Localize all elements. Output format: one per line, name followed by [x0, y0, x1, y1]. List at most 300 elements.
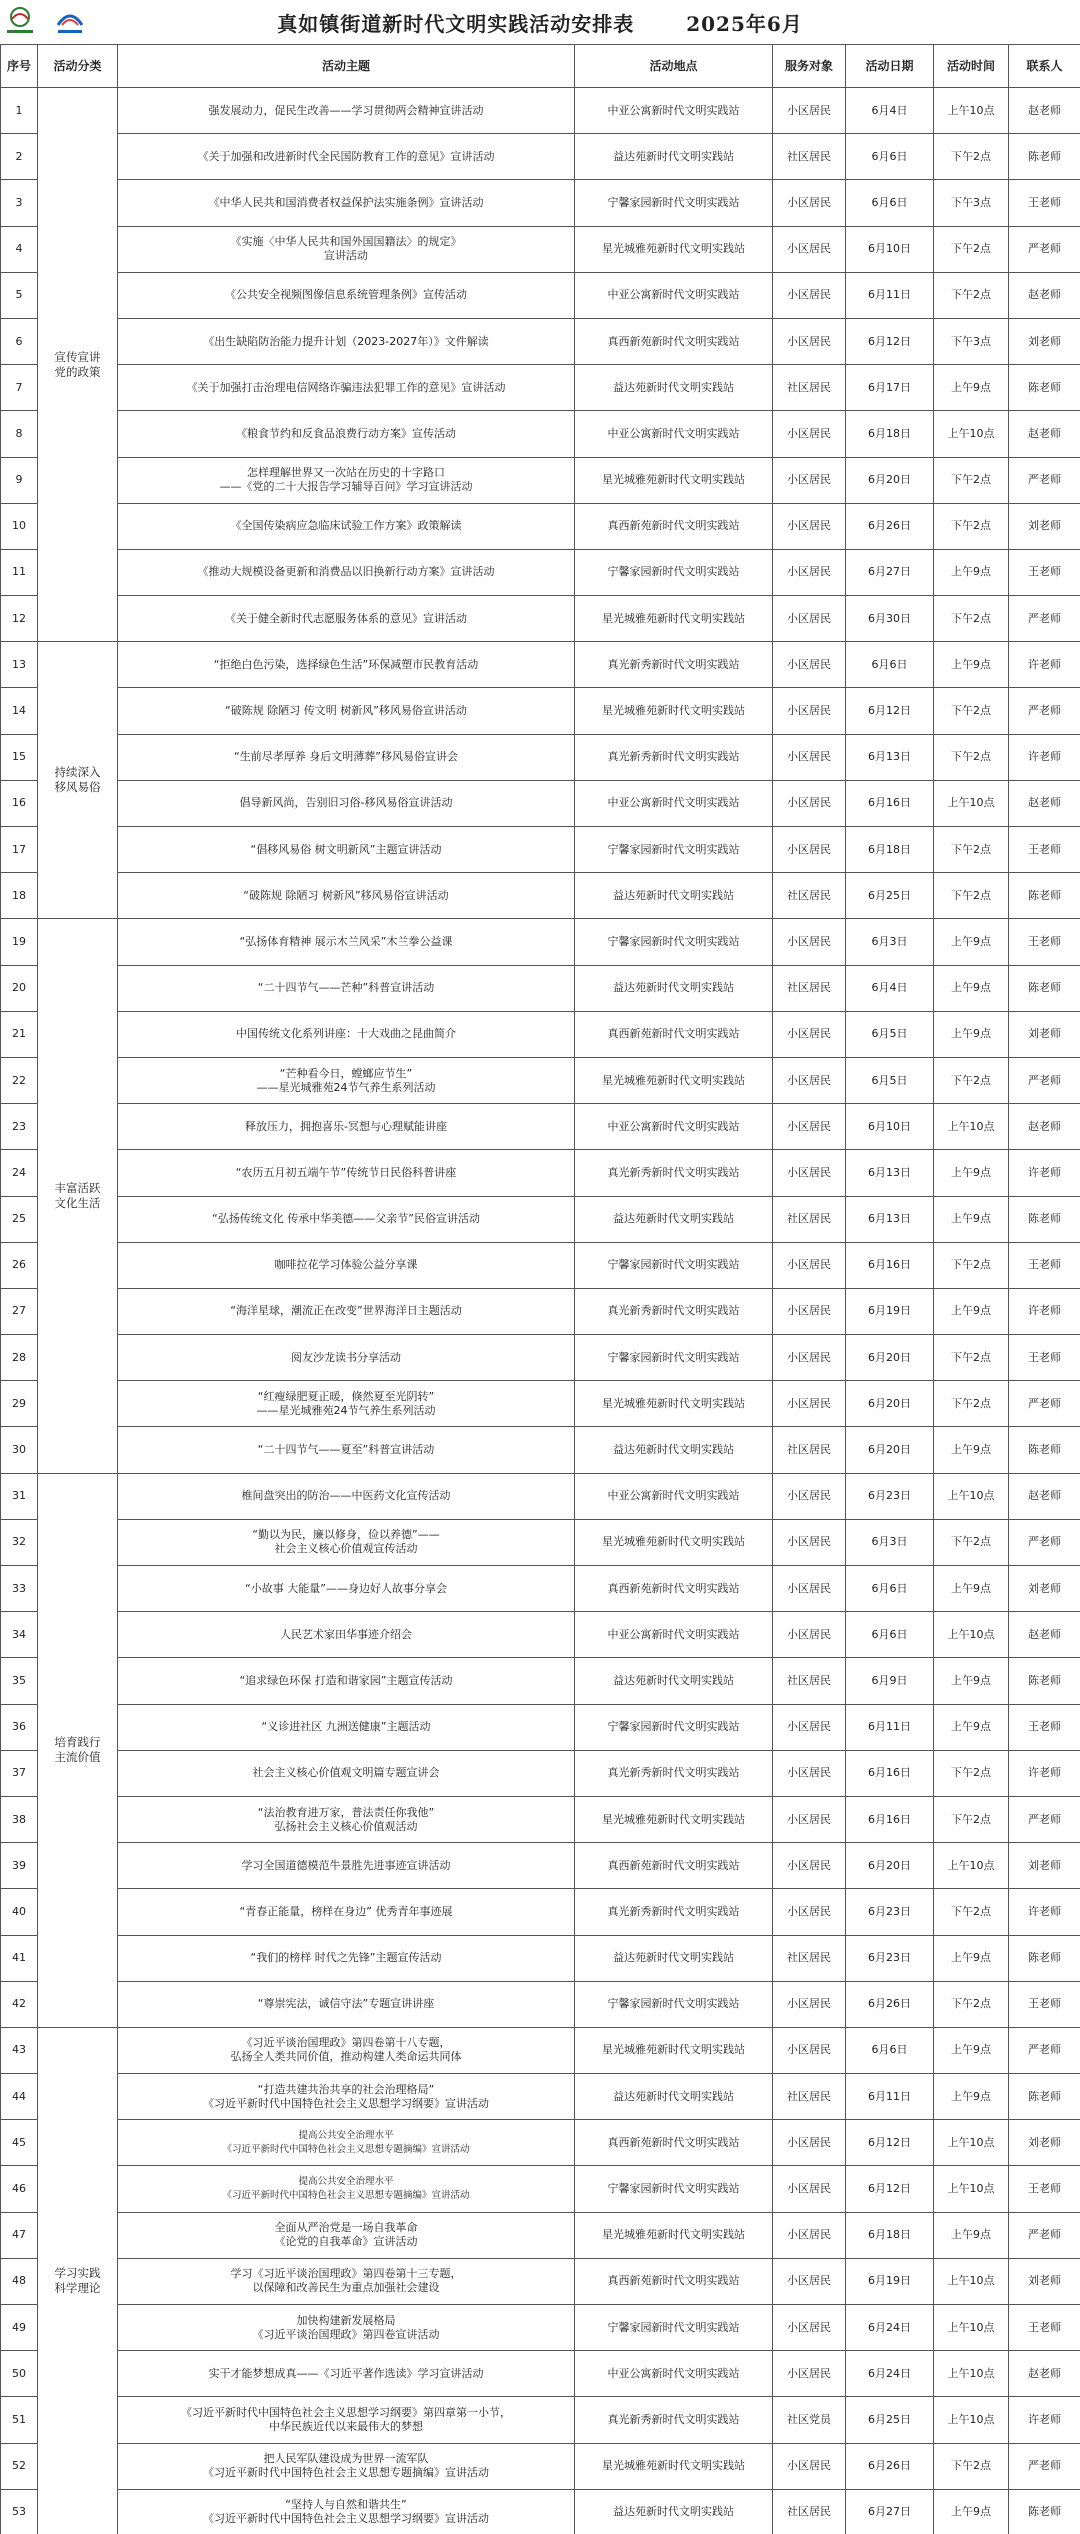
- cell-contact: 王老师: [1009, 1335, 1080, 1381]
- cell-contact: 严老师: [1009, 2443, 1080, 2489]
- cell-topic: 提高公共安全治理水平 《习近平新时代中国特色社会主义思想专题摘编》宣讲活动: [118, 2166, 575, 2212]
- cell-no: 22: [1, 1057, 38, 1103]
- cell-place: 星光城雅苑新时代文明实践站: [575, 596, 773, 642]
- table-row: [1, 1473, 1080, 1519]
- table-row: [1, 688, 1080, 734]
- cell-topic: “二十四节气——芒种”科普宣讲活动: [118, 965, 575, 1011]
- cell-place: 宁馨家园新时代文明实践站: [575, 827, 773, 873]
- table-row: [1, 1658, 1080, 1704]
- table-row: [1, 2166, 1080, 2212]
- cell-place: 真西新苑新时代文明实践站: [575, 318, 773, 364]
- cell-time: 下午2点: [934, 734, 1009, 780]
- table-row: [1, 180, 1080, 226]
- cell-date: 6月27日: [846, 549, 934, 595]
- cell-topic: “青春正能量，榜样在身边” 优秀青年事迹展: [118, 1889, 575, 1935]
- cell-topic: 椎间盘突出的防治——中医药文化宣传活动: [118, 1473, 575, 1519]
- cell-date: 6月11日: [846, 2074, 934, 2120]
- cell-time: 上午9点: [934, 365, 1009, 411]
- cell-contact: 严老师: [1009, 1519, 1080, 1565]
- cell-date: 6月3日: [846, 1519, 934, 1565]
- cell-category: 学习实践 科学理论: [38, 2027, 118, 2534]
- cell-no: 14: [1, 688, 38, 734]
- cell-topic: “海洋星球，潮流正在改变”世界海洋日主题活动: [118, 1288, 575, 1334]
- cell-place: 宁馨家园新时代文明实践站: [575, 2166, 773, 2212]
- cell-target: 小区居民: [773, 2258, 846, 2304]
- cell-date: 6月19日: [846, 1288, 934, 1334]
- cell-date: 6月18日: [846, 827, 934, 873]
- cell-target: 小区居民: [773, 411, 846, 457]
- table-row: [1, 1612, 1080, 1658]
- cell-contact: 许老师: [1009, 734, 1080, 780]
- cell-contact: 陈老师: [1009, 873, 1080, 919]
- cell-no: 17: [1, 827, 38, 873]
- cell-topic: “追求绿色环保 打造和谐家园”主题宣传活动: [118, 1658, 575, 1704]
- cell-place: 中亚公寓新时代文明实践站: [575, 1473, 773, 1519]
- cell-date: 6月20日: [846, 1427, 934, 1473]
- cell-date: 6月6日: [846, 2027, 934, 2073]
- cell-place: 真西新苑新时代文明实践站: [575, 1843, 773, 1889]
- table-row: [1, 318, 1080, 364]
- cell-place: 益达苑新时代文明实践站: [575, 1427, 773, 1473]
- cell-place: 星光城雅苑新时代文明实践站: [575, 2443, 773, 2489]
- cell-topic: “倡移风易俗 树文明新风”主题宣讲活动: [118, 827, 575, 873]
- cell-place: 真光新秀新时代文明实践站: [575, 642, 773, 688]
- cell-target: 社区党员: [773, 2397, 846, 2443]
- cell-contact: 王老师: [1009, 180, 1080, 226]
- cell-place: 真西新苑新时代文明实践站: [575, 503, 773, 549]
- table-row: [1, 272, 1080, 318]
- cell-target: 小区居民: [773, 2443, 846, 2489]
- cell-time: 上午10点: [934, 2120, 1009, 2166]
- cell-no: 45: [1, 2120, 38, 2166]
- cell-target: 小区居民: [773, 2212, 846, 2258]
- cell-place: 星光城雅苑新时代文明实践站: [575, 2212, 773, 2258]
- cell-no: 13: [1, 642, 38, 688]
- table-row: [1, 780, 1080, 826]
- cell-contact: 王老师: [1009, 2166, 1080, 2212]
- cell-no: 27: [1, 1288, 38, 1334]
- cell-topic: 学习《习近平谈治国理政》第四卷第十三专题， 以保障和改善民生为重点加强社会建设: [118, 2258, 575, 2304]
- cell-place: 真西新苑新时代文明实践站: [575, 1011, 773, 1057]
- cell-date: 6月3日: [846, 919, 934, 965]
- cell-date: 6月24日: [846, 2351, 934, 2397]
- table-row: [1, 1427, 1080, 1473]
- table-row: [1, 226, 1080, 272]
- table-row: [1, 1057, 1080, 1103]
- cell-target: 小区居民: [773, 780, 846, 826]
- cell-category: 宣传宣讲 党的政策: [38, 88, 118, 642]
- cell-place: 星光城雅苑新时代文明实践站: [575, 1519, 773, 1565]
- table-row: [1, 1566, 1080, 1612]
- cell-date: 6月25日: [846, 873, 934, 919]
- cell-topic: “我们的榜样 时代之先锋”主题宣传活动: [118, 1935, 575, 1981]
- cell-topic: 《关于健全新时代志愿服务体系的意见》宣讲活动: [118, 596, 575, 642]
- table-row: [1, 965, 1080, 1011]
- cell-no: 42: [1, 1981, 38, 2027]
- cell-date: 6月26日: [846, 503, 934, 549]
- cell-place: 益达苑新时代文明实践站: [575, 365, 773, 411]
- cell-target: 小区居民: [773, 1796, 846, 1842]
- cell-time: 上午9点: [934, 2489, 1009, 2534]
- cell-target: 社区居民: [773, 1196, 846, 1242]
- header-time: 活动时间: [934, 45, 1009, 88]
- cell-time: 下午2点: [934, 827, 1009, 873]
- cell-topic: 《全国传染病应急临床试验工作方案》政策解读: [118, 503, 575, 549]
- table-row: [1, 1796, 1080, 1842]
- table-row: [1, 88, 1080, 134]
- cell-time: 下午2点: [934, 272, 1009, 318]
- table-body: [1, 88, 1080, 2534]
- cell-topic: “芒种看今日，螳螂应节生” ——星光城雅苑24节气养生系列活动: [118, 1057, 575, 1103]
- cell-date: 6月16日: [846, 1796, 934, 1842]
- cell-no: 46: [1, 2166, 38, 2212]
- cell-topic: 《实施〈中华人民共和国外国国籍法〉的规定》 宣讲活动: [118, 226, 575, 272]
- cell-contact: 许老师: [1009, 2397, 1080, 2443]
- cell-time: 上午10点: [934, 2166, 1009, 2212]
- cell-time: 上午10点: [934, 1104, 1009, 1150]
- cell-date: 6月5日: [846, 1057, 934, 1103]
- table-row: [1, 2027, 1080, 2073]
- table-row: [1, 2305, 1080, 2351]
- table-row: [1, 1843, 1080, 1889]
- cell-topic: “尊崇宪法，诚信守法”专题宣讲讲座: [118, 1981, 575, 2027]
- header-topic: 活动主题: [118, 45, 575, 88]
- cell-topic: 《粮食节约和反食品浪费行动方案》宣传活动: [118, 411, 575, 457]
- cell-contact: 赵老师: [1009, 272, 1080, 318]
- table-row: [1, 2212, 1080, 2258]
- cell-contact: 王老师: [1009, 919, 1080, 965]
- cell-contact: 陈老师: [1009, 965, 1080, 1011]
- cell-target: 小区居民: [773, 503, 846, 549]
- cell-time: 下午2点: [934, 1335, 1009, 1381]
- table-row: [1, 134, 1080, 180]
- cell-time: 上午9点: [934, 1427, 1009, 1473]
- page-title: [0, 8, 1080, 37]
- cell-date: 6月18日: [846, 2212, 934, 2258]
- cell-no: 52: [1, 2443, 38, 2489]
- cell-no: 11: [1, 549, 38, 595]
- cell-date: 6月6日: [846, 134, 934, 180]
- cell-target: 小区居民: [773, 180, 846, 226]
- cell-time: 下午2点: [934, 134, 1009, 180]
- cell-place: 宁馨家园新时代文明实践站: [575, 2305, 773, 2351]
- cell-target: 小区居民: [773, 1011, 846, 1057]
- cell-date: 6月23日: [846, 1889, 934, 1935]
- cell-no: 24: [1, 1150, 38, 1196]
- cell-contact: 许老师: [1009, 1288, 1080, 1334]
- table-row: [1, 1519, 1080, 1565]
- cell-date: 6月17日: [846, 365, 934, 411]
- cell-time: 上午9点: [934, 642, 1009, 688]
- cell-date: 6月6日: [846, 180, 934, 226]
- cell-date: 6月12日: [846, 2166, 934, 2212]
- cell-date: 6月20日: [846, 1335, 934, 1381]
- cell-date: 6月12日: [846, 318, 934, 364]
- table-row: [1, 365, 1080, 411]
- cell-no: 25: [1, 1196, 38, 1242]
- cell-no: 43: [1, 2027, 38, 2073]
- cell-date: 6月18日: [846, 411, 934, 457]
- cell-topic: “红瘦绿肥夏正暖，倏然夏至光阴转” ——星光城雅苑24节气养生系列活动: [118, 1381, 575, 1427]
- cell-time: 上午10点: [934, 2351, 1009, 2397]
- cell-place: 宁馨家园新时代文明实践站: [575, 549, 773, 595]
- cell-date: 6月6日: [846, 1612, 934, 1658]
- cell-no: 31: [1, 1473, 38, 1519]
- cell-topic: “弘扬传统文化 传承中华美德——父亲节”民俗宣讲活动: [118, 1196, 575, 1242]
- cell-contact: 严老师: [1009, 457, 1080, 503]
- cell-place: 中亚公寓新时代文明实践站: [575, 780, 773, 826]
- cell-no: 40: [1, 1889, 38, 1935]
- cell-date: 6月13日: [846, 1196, 934, 1242]
- cell-no: 34: [1, 1612, 38, 1658]
- cell-contact: 陈老师: [1009, 1935, 1080, 1981]
- cell-time: 下午2点: [934, 226, 1009, 272]
- table-row: [1, 2258, 1080, 2304]
- cell-contact: 赵老师: [1009, 88, 1080, 134]
- cell-time: 下午2点: [934, 457, 1009, 503]
- cell-no: 4: [1, 226, 38, 272]
- cell-place: 益达苑新时代文明实践站: [575, 2489, 773, 2534]
- cell-date: 6月19日: [846, 2258, 934, 2304]
- cell-target: 小区居民: [773, 1057, 846, 1103]
- cell-date: 6月10日: [846, 226, 934, 272]
- cell-topic: “二十四节气——夏至”科普宣讲活动: [118, 1427, 575, 1473]
- cell-topic: “破陈规 除陋习 树新风”移风易俗宣讲活动: [118, 873, 575, 919]
- cell-time: 下午2点: [934, 1242, 1009, 1288]
- cell-no: 30: [1, 1427, 38, 1473]
- cell-time: 上午10点: [934, 1612, 1009, 1658]
- cell-date: 6月24日: [846, 2305, 934, 2351]
- table-row: [1, 873, 1080, 919]
- cell-topic: “义诊进社区 九洲送健康”主题活动: [118, 1704, 575, 1750]
- cell-topic: 强发展动力，促民生改善——学习贯彻两会精神宣讲活动: [118, 88, 575, 134]
- cell-topic: “法治教育进万家，普法责任你我他” 弘扬社会主义核心价值观活动: [118, 1796, 575, 1842]
- cell-place: 星光城雅苑新时代文明实践站: [575, 688, 773, 734]
- cell-target: 小区居民: [773, 1750, 846, 1796]
- cell-target: 小区居民: [773, 596, 846, 642]
- cell-no: 23: [1, 1104, 38, 1150]
- cell-target: 小区居民: [773, 1242, 846, 1288]
- cell-target: 社区居民: [773, 1658, 846, 1704]
- cell-contact: 王老师: [1009, 2305, 1080, 2351]
- cell-place: 真光新秀新时代文明实践站: [575, 2397, 773, 2443]
- cell-topic: 社会主义核心价值观文明篇专题宣讲会: [118, 1750, 575, 1796]
- cell-contact: 陈老师: [1009, 134, 1080, 180]
- cell-contact: 王老师: [1009, 1704, 1080, 1750]
- cell-topic: 释放压力，拥抱喜乐-冥想与心理赋能讲座: [118, 1104, 575, 1150]
- cell-time: 上午9点: [934, 965, 1009, 1011]
- cell-topic: “打造共建共治共享的社会治理格局” 《习近平新时代中国特色社会主义思想学习纲要》宣讲活动: [118, 2074, 575, 2120]
- cell-topic: “小故事 大能量”——身边好人故事分享会: [118, 1566, 575, 1612]
- cell-topic: 把人民军队建设成为世界一流军队 《习近平新时代中国特色社会主义思想专题摘编》宣讲活动: [118, 2443, 575, 2489]
- table-row: [1, 1242, 1080, 1288]
- cell-contact: 赵老师: [1009, 780, 1080, 826]
- cell-target: 小区居民: [773, 734, 846, 780]
- table-row: [1, 1704, 1080, 1750]
- cell-target: 小区居民: [773, 1566, 846, 1612]
- cell-contact: 许老师: [1009, 642, 1080, 688]
- cell-time: 上午9点: [934, 1196, 1009, 1242]
- table-row: [1, 1196, 1080, 1242]
- cell-time: 上午9点: [934, 1658, 1009, 1704]
- cell-no: 32: [1, 1519, 38, 1565]
- cell-no: 16: [1, 780, 38, 826]
- cell-topic: “勤以为民，廉以修身，俭以养德”—— 社会主义核心价值观宣传活动: [118, 1519, 575, 1565]
- cell-topic: 《习近平新时代中国特色社会主义思想学习纲要》第四章第一小节， 中华民族近代以来最伟大的梦想: [118, 2397, 575, 2443]
- cell-place: 真光新秀新时代文明实践站: [575, 1288, 773, 1334]
- cell-time: 下午2点: [934, 1381, 1009, 1427]
- cell-target: 小区居民: [773, 88, 846, 134]
- cell-time: 上午9点: [934, 2212, 1009, 2258]
- cell-date: 6月13日: [846, 734, 934, 780]
- cell-topic: 《出生缺陷防治能力提升计划（2023-2027年）》文件解读: [118, 318, 575, 364]
- cell-time: 下午2点: [934, 1796, 1009, 1842]
- cell-no: 2: [1, 134, 38, 180]
- cell-date: 6月12日: [846, 688, 934, 734]
- cell-time: 上午9点: [934, 1011, 1009, 1057]
- cell-date: 6月4日: [846, 88, 934, 134]
- cell-place: 真光新秀新时代文明实践站: [575, 1150, 773, 1196]
- cell-date: 6月20日: [846, 1381, 934, 1427]
- cell-no: 19: [1, 919, 38, 965]
- cell-no: 5: [1, 272, 38, 318]
- cell-target: 小区居民: [773, 1519, 846, 1565]
- cell-time: 上午9点: [934, 1935, 1009, 1981]
- cell-time: 下午2点: [934, 1981, 1009, 2027]
- cell-target: 社区居民: [773, 134, 846, 180]
- cell-time: 上午10点: [934, 411, 1009, 457]
- cell-topic: 《公共安全视频图像信息系统管理条例》宣传活动: [118, 272, 575, 318]
- cell-date: 6月23日: [846, 1473, 934, 1519]
- cell-date: 6月6日: [846, 1566, 934, 1612]
- cell-topic: 《推动大规模设备更新和消费品以旧换新行动方案》宣讲活动: [118, 549, 575, 595]
- cell-place: 星光城雅苑新时代文明实践站: [575, 2027, 773, 2073]
- table-row: [1, 2074, 1080, 2120]
- cell-place: 宁馨家园新时代文明实践站: [575, 1981, 773, 2027]
- cell-time: 上午9点: [934, 1150, 1009, 1196]
- header-no: 序号: [1, 45, 38, 88]
- cell-place: 真西新苑新时代文明实践站: [575, 2120, 773, 2166]
- cell-place: 益达苑新时代文明实践站: [575, 2074, 773, 2120]
- cell-date: 6月20日: [846, 457, 934, 503]
- cell-target: 小区居民: [773, 1704, 846, 1750]
- cell-contact: 陈老师: [1009, 365, 1080, 411]
- table-row: [1, 503, 1080, 549]
- cell-date: 6月12日: [846, 2120, 934, 2166]
- cell-topic: 全面从严治党是一场自我革命 《论党的自我革命》宣讲活动: [118, 2212, 575, 2258]
- cell-place: 真光新秀新时代文明实践站: [575, 734, 773, 780]
- cell-target: 小区居民: [773, 1473, 846, 1519]
- cell-time: 上午10点: [934, 2258, 1009, 2304]
- cell-target: 小区居民: [773, 549, 846, 595]
- table-row: [1, 1750, 1080, 1796]
- cell-contact: 赵老师: [1009, 1104, 1080, 1150]
- cell-place: 星光城雅苑新时代文明实践站: [575, 1057, 773, 1103]
- cell-time: 下午2点: [934, 503, 1009, 549]
- table-row: [1, 642, 1080, 688]
- cell-time: 上午9点: [934, 2027, 1009, 2073]
- cell-place: 益达苑新时代文明实践站: [575, 1935, 773, 1981]
- cell-place: 益达苑新时代文明实践站: [575, 1196, 773, 1242]
- cell-contact: 王老师: [1009, 1981, 1080, 2027]
- table-row: [1, 1104, 1080, 1150]
- cell-date: 6月30日: [846, 596, 934, 642]
- cell-date: 6月11日: [846, 272, 934, 318]
- cell-date: 6月26日: [846, 2443, 934, 2489]
- cell-target: 社区居民: [773, 2489, 846, 2534]
- cell-time: 上午10点: [934, 2397, 1009, 2443]
- cell-place: 中亚公寓新时代文明实践站: [575, 1612, 773, 1658]
- cell-topic: “破陈规 除陋习 传文明 树新风”移风易俗宣讲活动: [118, 688, 575, 734]
- cell-topic: 《习近平谈治国理政》第四卷第十八专题， 弘扬全人类共同价值，推动构建人类命运共同体: [118, 2027, 575, 2073]
- cell-place: 真光新秀新时代文明实践站: [575, 1750, 773, 1796]
- cell-contact: 严老师: [1009, 1381, 1080, 1427]
- cell-topic: 实干才能梦想成真——《习近平著作选读》学习宣讲活动: [118, 2351, 575, 2397]
- cell-date: 6月16日: [846, 1750, 934, 1796]
- cell-no: 49: [1, 2305, 38, 2351]
- cell-time: 上午9点: [934, 919, 1009, 965]
- cell-contact: 刘老师: [1009, 503, 1080, 549]
- cell-contact: 刘老师: [1009, 2258, 1080, 2304]
- cell-topic: 《关于加强打击治理电信网络诈骗违法犯罪工作的意见》宣讲活动: [118, 365, 575, 411]
- cell-contact: 王老师: [1009, 549, 1080, 595]
- cell-target: 小区居民: [773, 1104, 846, 1150]
- cell-place: 宁馨家园新时代文明实践站: [575, 180, 773, 226]
- cell-contact: 严老师: [1009, 1057, 1080, 1103]
- cell-contact: 陈老师: [1009, 2074, 1080, 2120]
- cell-target: 小区居民: [773, 1981, 846, 2027]
- cell-target: 小区居民: [773, 318, 846, 364]
- cell-no: 38: [1, 1796, 38, 1842]
- title-text: 真如镇街道新时代文明实践活动安排表: [277, 12, 635, 36]
- cell-no: 53: [1, 2489, 38, 2534]
- cell-time: 上午9点: [934, 1566, 1009, 1612]
- header-contact: 联系人: [1009, 45, 1080, 88]
- cell-no: 20: [1, 965, 38, 1011]
- cell-no: 12: [1, 596, 38, 642]
- cell-contact: 陈老师: [1009, 2489, 1080, 2534]
- cell-no: 21: [1, 1011, 38, 1057]
- cell-target: 小区居民: [773, 919, 846, 965]
- cell-no: 44: [1, 2074, 38, 2120]
- cell-place: 益达苑新时代文明实践站: [575, 134, 773, 180]
- cell-no: 29: [1, 1381, 38, 1427]
- cell-target: 小区居民: [773, 1889, 846, 1935]
- table-row: [1, 1288, 1080, 1334]
- cell-date: 6月11日: [846, 1704, 934, 1750]
- cell-target: 小区居民: [773, 827, 846, 873]
- cell-no: 37: [1, 1750, 38, 1796]
- cell-place: 宁馨家园新时代文明实践站: [575, 1335, 773, 1381]
- cell-time: 下午2点: [934, 1750, 1009, 1796]
- cell-no: 35: [1, 1658, 38, 1704]
- table-row: [1, 2397, 1080, 2443]
- cell-place: 中亚公寓新时代文明实践站: [575, 411, 773, 457]
- cell-place: 星光城雅苑新时代文明实践站: [575, 457, 773, 503]
- cell-topic: 咖啡拉花学习体验公益分享课: [118, 1242, 575, 1288]
- cell-topic: 中国传统文化系列讲座：十大戏曲之昆曲简介: [118, 1011, 575, 1057]
- cell-time: 上午10点: [934, 2305, 1009, 2351]
- cell-time: 下午2点: [934, 596, 1009, 642]
- cell-target: 社区居民: [773, 873, 846, 919]
- table-row: [1, 596, 1080, 642]
- cell-contact: 严老师: [1009, 2212, 1080, 2258]
- cell-topic: 人民艺术家田华事迹介绍会: [118, 1612, 575, 1658]
- cell-place: 真光新秀新时代文明实践站: [575, 1889, 773, 1935]
- cell-time: 下午3点: [934, 318, 1009, 364]
- cell-target: 小区居民: [773, 2166, 846, 2212]
- cell-contact: 许老师: [1009, 1750, 1080, 1796]
